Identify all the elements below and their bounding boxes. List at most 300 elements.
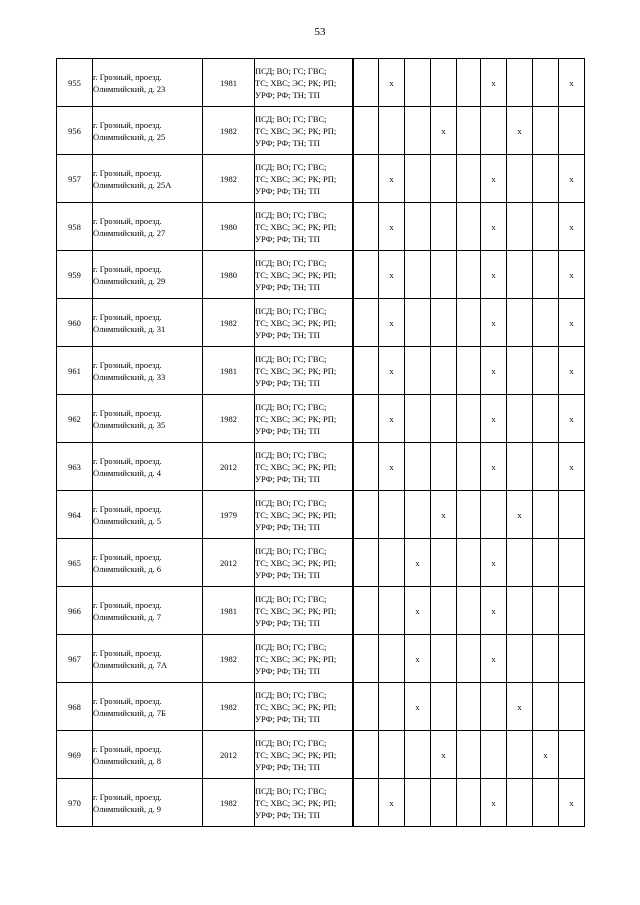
mark-cell (481, 731, 507, 779)
services-line: УРФ; РФ; ТН; ТП (255, 377, 320, 388)
year-cell: 1982 (203, 779, 255, 827)
mark-cell: х (379, 299, 405, 347)
mark-cell (431, 59, 457, 107)
services-line: УРФ; РФ; ТН; ТП (255, 713, 320, 724)
mark-cell (405, 59, 431, 107)
services-line: ПСД; ВО; ГС; ГВС; (255, 113, 327, 124)
mark-cell (457, 635, 481, 683)
address-cell (93, 683, 203, 731)
mark-cell (431, 587, 457, 635)
mark-cell (353, 731, 379, 779)
mark-cell (559, 683, 585, 731)
mark-cell (507, 443, 533, 491)
mark-cell (405, 155, 431, 203)
table-row (57, 299, 585, 347)
mark-cell (379, 539, 405, 587)
address-line-city: г. Грозный, проезд. (93, 263, 162, 274)
mark-cell (379, 587, 405, 635)
address-line-street: Олимпийский, д. 23 (93, 83, 166, 94)
table-row (57, 443, 585, 491)
address-line-city: г. Грозный, проезд. (93, 455, 162, 466)
year-cell: 1980 (203, 203, 255, 251)
mark-cell (533, 539, 559, 587)
services-line: ТС; ХВС; ЭС; РК; РП; (255, 221, 337, 232)
mark-cell (457, 155, 481, 203)
mark-cell (507, 347, 533, 395)
services-line: ПСД; ВО; ГС; ГВС; (255, 737, 327, 748)
year-cell: 2012 (203, 731, 255, 779)
mark-cell: х (481, 59, 507, 107)
address-line-street: Олимпийский, д. 7А (93, 659, 168, 670)
services-line: ТС; ХВС; ЭС; РК; РП; (255, 653, 337, 664)
mark-cell (507, 635, 533, 683)
address-line-city: г. Грозный, проезд. (93, 791, 162, 802)
mark-cell (457, 683, 481, 731)
services-cell (255, 683, 353, 731)
services-line: УРФ; РФ; ТН; ТП (255, 425, 320, 436)
address-line-street: Олимпийский, д. 25А (93, 179, 172, 190)
services-cell (255, 587, 353, 635)
address-cell (93, 539, 203, 587)
address-line-street: Олимпийский, д. 7 (93, 611, 162, 622)
mark-cell (457, 779, 481, 827)
year-cell: 1980 (203, 251, 255, 299)
mark-cell: х (559, 395, 585, 443)
mark-cell (405, 731, 431, 779)
mark-cell: х (481, 395, 507, 443)
table-row (57, 731, 585, 779)
address-line-street: Олимпийский, д. 29 (93, 275, 166, 286)
address-cell (93, 443, 203, 491)
mark-cell (507, 299, 533, 347)
address-cell (93, 395, 203, 443)
row-number: 966 (57, 587, 93, 635)
services-cell (255, 731, 353, 779)
address-line-street: Олимпийский, д. 6 (93, 563, 162, 574)
year-cell: 1982 (203, 395, 255, 443)
mark-cell (353, 107, 379, 155)
mark-cell (507, 203, 533, 251)
address-cell (93, 347, 203, 395)
mark-cell (405, 203, 431, 251)
row-number: 955 (57, 59, 93, 107)
services-line: УРФ; РФ; ТН; ТП (255, 281, 320, 292)
mark-cell: х (481, 539, 507, 587)
row-number: 958 (57, 203, 93, 251)
address-line-city: г. Грозный, проезд. (93, 647, 162, 658)
mark-cell (379, 731, 405, 779)
mark-cell (353, 443, 379, 491)
mark-cell (533, 635, 559, 683)
mark-cell: х (405, 539, 431, 587)
page-number: 53 (314, 26, 326, 38)
mark-cell (507, 251, 533, 299)
row-number: 959 (57, 251, 93, 299)
mark-cell: х (481, 299, 507, 347)
mark-cell (431, 347, 457, 395)
mark-cell (431, 443, 457, 491)
mark-cell (533, 59, 559, 107)
year-cell: 1981 (203, 347, 255, 395)
address-cell (93, 107, 203, 155)
year-cell: 1979 (203, 491, 255, 539)
mark-cell: х (431, 491, 457, 539)
mark-cell (533, 107, 559, 155)
mark-cell: х (481, 587, 507, 635)
mark-cell (457, 299, 481, 347)
mark-cell (457, 443, 481, 491)
address-line-city: г. Грозный, проезд. (93, 551, 162, 562)
row-number: 969 (57, 731, 93, 779)
mark-cell: х (379, 779, 405, 827)
address-line-city: г. Грозный, проезд. (93, 407, 162, 418)
services-line: УРФ; РФ; ТН; ТП (255, 329, 320, 340)
mark-cell (533, 299, 559, 347)
mark-cell: х (379, 203, 405, 251)
mark-cell: х (431, 731, 457, 779)
row-number: 960 (57, 299, 93, 347)
mark-cell: х (559, 155, 585, 203)
mark-cell (405, 395, 431, 443)
services-line: ТС; ХВС; ЭС; РК; РП; (255, 125, 337, 136)
mark-cell (353, 779, 379, 827)
mark-cell (405, 107, 431, 155)
services-line: ТС; ХВС; ЭС; РК; РП; (255, 365, 337, 376)
address-line-street: Олимпийский, д. 9 (93, 803, 162, 814)
mark-cell (431, 635, 457, 683)
table-body (57, 59, 585, 827)
table-row (57, 155, 585, 203)
mark-cell (431, 251, 457, 299)
services-line: ТС; ХВС; ЭС; РК; РП; (255, 701, 337, 712)
mark-cell (533, 155, 559, 203)
table-row (57, 347, 585, 395)
mark-cell: х (379, 155, 405, 203)
services-cell (255, 299, 353, 347)
services-line: ПСД; ВО; ГС; ГВС; (255, 305, 327, 316)
services-line: УРФ; РФ; ТН; ТП (255, 617, 320, 628)
address-cell (93, 731, 203, 779)
row-number: 964 (57, 491, 93, 539)
address-line-street: Олимпийский, д. 27 (93, 227, 166, 238)
address-cell (93, 635, 203, 683)
mark-cell (533, 443, 559, 491)
row-number: 956 (57, 107, 93, 155)
year-cell: 1982 (203, 155, 255, 203)
table-row (57, 587, 585, 635)
services-line: УРФ; РФ; ТН; ТП (255, 761, 320, 772)
mark-cell (507, 779, 533, 827)
mark-cell (379, 683, 405, 731)
mark-cell (507, 395, 533, 443)
mark-cell (353, 347, 379, 395)
services-cell (255, 203, 353, 251)
services-cell (255, 155, 353, 203)
mark-cell (533, 587, 559, 635)
mark-cell (431, 779, 457, 827)
services-cell (255, 443, 353, 491)
services-line: ТС; ХВС; ЭС; РК; РП; (255, 797, 337, 808)
services-line: ТС; ХВС; ЭС; РК; РП; (255, 173, 337, 184)
mark-cell (457, 203, 481, 251)
mark-cell (457, 587, 481, 635)
registry-table (56, 58, 585, 827)
table-row (57, 491, 585, 539)
services-line: ПСД; ВО; ГС; ГВС; (255, 641, 327, 652)
services-line: ПСД; ВО; ГС; ГВС; (255, 257, 327, 268)
services-cell (255, 635, 353, 683)
row-number: 962 (57, 395, 93, 443)
mark-cell: х (405, 587, 431, 635)
address-line-city: г. Грозный, проезд. (93, 167, 162, 178)
mark-cell (533, 683, 559, 731)
address-line-street: Олимпийский, д. 35 (93, 419, 166, 430)
mark-cell: х (405, 635, 431, 683)
mark-cell (457, 251, 481, 299)
mark-cell: х (507, 107, 533, 155)
mark-cell (405, 251, 431, 299)
mark-cell: х (559, 251, 585, 299)
mark-cell (559, 107, 585, 155)
address-line-city: г. Грозный, проезд. (93, 503, 162, 514)
mark-cell (431, 155, 457, 203)
address-line-street: Олимпийский, д. 8 (93, 755, 162, 766)
year-cell: 1982 (203, 683, 255, 731)
mark-cell: х (481, 251, 507, 299)
services-line: ПСД; ВО; ГС; ГВС; (255, 497, 327, 508)
mark-cell (353, 155, 379, 203)
services-line: ПСД; ВО; ГС; ГВС; (255, 161, 327, 172)
mark-cell (559, 635, 585, 683)
mark-cell: х (481, 779, 507, 827)
row-number: 963 (57, 443, 93, 491)
year-cell: 1982 (203, 635, 255, 683)
mark-cell: х (379, 251, 405, 299)
mark-cell: х (559, 299, 585, 347)
services-line: УРФ; РФ; ТН; ТП (255, 185, 320, 196)
mark-cell (431, 683, 457, 731)
table-row (57, 683, 585, 731)
address-cell (93, 779, 203, 827)
services-cell (255, 107, 353, 155)
mark-cell (457, 395, 481, 443)
address-cell (93, 59, 203, 107)
services-line: ТС; ХВС; ЭС; РК; РП; (255, 269, 337, 280)
address-cell (93, 251, 203, 299)
services-line: ТС; ХВС; ЭС; РК; РП; (255, 77, 337, 88)
row-number: 967 (57, 635, 93, 683)
row-number: 968 (57, 683, 93, 731)
services-line: ТС; ХВС; ЭС; РК; РП; (255, 317, 337, 328)
year-cell: 2012 (203, 443, 255, 491)
table-row (57, 779, 585, 827)
services-line: ПСД; ВО; ГС; ГВС; (255, 65, 327, 76)
mark-cell (405, 443, 431, 491)
address-line-city: г. Грозный, проезд. (93, 743, 162, 754)
address-cell (93, 299, 203, 347)
mark-cell (431, 539, 457, 587)
mark-cell (457, 539, 481, 587)
mark-cell: х (481, 635, 507, 683)
mark-cell (353, 587, 379, 635)
mark-cell (507, 155, 533, 203)
mark-cell (405, 299, 431, 347)
mark-cell (431, 299, 457, 347)
mark-cell (353, 683, 379, 731)
mark-cell (405, 779, 431, 827)
mark-cell (457, 491, 481, 539)
services-cell (255, 539, 353, 587)
mark-cell (431, 203, 457, 251)
mark-cell (457, 107, 481, 155)
address-line-street: Олимпийский, д. 4 (93, 467, 162, 478)
services-line: УРФ; РФ; ТН; ТП (255, 569, 320, 580)
services-line: УРФ; РФ; ТН; ТП (255, 137, 320, 148)
mark-cell (533, 491, 559, 539)
services-line: УРФ; РФ; ТН; ТП (255, 521, 320, 532)
mark-cell: х (481, 203, 507, 251)
mark-cell: х (559, 443, 585, 491)
mark-cell: х (379, 443, 405, 491)
services-line: ТС; ХВС; ЭС; РК; РП; (255, 749, 337, 760)
address-line-city: г. Грозный, проезд. (93, 119, 162, 130)
address-cell (93, 155, 203, 203)
mark-cell (507, 59, 533, 107)
mark-cell (353, 203, 379, 251)
services-line: ПСД; ВО; ГС; ГВС; (255, 209, 327, 220)
table-row (57, 107, 585, 155)
year-cell: 1981 (203, 587, 255, 635)
address-cell (93, 491, 203, 539)
mark-cell: х (559, 59, 585, 107)
mark-cell: х (481, 155, 507, 203)
services-line: ТС; ХВС; ЭС; РК; РП; (255, 605, 337, 616)
mark-cell (533, 347, 559, 395)
mark-cell (353, 395, 379, 443)
mark-cell: х (431, 107, 457, 155)
mark-cell (353, 59, 379, 107)
address-cell (93, 587, 203, 635)
table-row (57, 635, 585, 683)
mark-cell (481, 107, 507, 155)
year-cell: 1982 (203, 107, 255, 155)
mark-cell (559, 491, 585, 539)
address-line-city: г. Грозный, проезд. (93, 311, 162, 322)
mark-cell (457, 59, 481, 107)
table-row (57, 59, 585, 107)
mark-cell (457, 731, 481, 779)
address-line-city: г. Грозный, проезд. (93, 71, 162, 82)
services-line: УРФ; РФ; ТН; ТП (255, 89, 320, 100)
mark-cell (507, 539, 533, 587)
mark-cell (379, 635, 405, 683)
address-cell (93, 203, 203, 251)
services-cell (255, 59, 353, 107)
table-row (57, 539, 585, 587)
mark-cell (405, 491, 431, 539)
mark-cell: х (533, 731, 559, 779)
services-line: ПСД; ВО; ГС; ГВС; (255, 545, 327, 556)
mark-cell: х (405, 683, 431, 731)
mark-cell: х (379, 59, 405, 107)
mark-cell (507, 731, 533, 779)
address-line-street: Олимпийский, д. 5 (93, 515, 162, 526)
mark-cell: х (559, 203, 585, 251)
mark-cell (481, 491, 507, 539)
address-line-city: г. Грозный, проезд. (93, 215, 162, 226)
mark-cell (353, 491, 379, 539)
services-line: ПСД; ВО; ГС; ГВС; (255, 401, 327, 412)
address-line-street: Олимпийский, д. 7Б (93, 707, 166, 718)
mark-cell (533, 251, 559, 299)
address-line-street: Олимпийский, д. 33 (93, 371, 166, 382)
table-row (57, 203, 585, 251)
services-cell (255, 779, 353, 827)
mark-cell: х (559, 347, 585, 395)
services-line: УРФ; РФ; ТН; ТП (255, 233, 320, 244)
table-row (57, 251, 585, 299)
row-number: 957 (57, 155, 93, 203)
mark-cell (507, 587, 533, 635)
services-line: ПСД; ВО; ГС; ГВС; (255, 593, 327, 604)
table-row (57, 395, 585, 443)
mark-cell (559, 587, 585, 635)
mark-cell (353, 299, 379, 347)
address-line-street: Олимпийский, д. 31 (93, 323, 166, 334)
mark-cell: х (507, 683, 533, 731)
mark-cell (353, 635, 379, 683)
services-line: ТС; ХВС; ЭС; РК; РП; (255, 461, 337, 472)
services-cell (255, 491, 353, 539)
year-cell: 2012 (203, 539, 255, 587)
mark-cell (533, 203, 559, 251)
mark-cell (559, 731, 585, 779)
address-line-city: г. Грозный, проезд. (93, 359, 162, 370)
mark-cell: х (481, 347, 507, 395)
services-line: ТС; ХВС; ЭС; РК; РП; (255, 557, 337, 568)
row-number: 970 (57, 779, 93, 827)
mark-cell: х (379, 347, 405, 395)
mark-cell (481, 683, 507, 731)
mark-cell (533, 779, 559, 827)
services-cell (255, 251, 353, 299)
services-cell (255, 395, 353, 443)
mark-cell: х (507, 491, 533, 539)
mark-cell (559, 539, 585, 587)
services-line: ТС; ХВС; ЭС; РК; РП; (255, 509, 337, 520)
mark-cell (457, 347, 481, 395)
mark-cell (353, 539, 379, 587)
address-line-street: Олимпийский, д. 25 (93, 131, 166, 142)
mark-cell: х (559, 779, 585, 827)
year-cell: 1982 (203, 299, 255, 347)
services-line: ПСД; ВО; ГС; ГВС; (255, 449, 327, 460)
mark-cell: х (481, 443, 507, 491)
address-line-city: г. Грозный, проезд. (93, 599, 162, 610)
mark-cell (379, 107, 405, 155)
mark-cell (379, 491, 405, 539)
services-line: УРФ; РФ; ТН; ТП (255, 473, 320, 484)
year-cell: 1981 (203, 59, 255, 107)
services-line: ТС; ХВС; ЭС; РК; РП; (255, 413, 337, 424)
services-line: ПСД; ВО; ГС; ГВС; (255, 785, 327, 796)
services-line: ПСД; ВО; ГС; ГВС; (255, 689, 327, 700)
mark-cell: х (379, 395, 405, 443)
mark-cell (405, 347, 431, 395)
services-cell (255, 347, 353, 395)
services-line: УРФ; РФ; ТН; ТП (255, 809, 320, 820)
address-line-city: г. Грозный, проезд. (93, 695, 162, 706)
